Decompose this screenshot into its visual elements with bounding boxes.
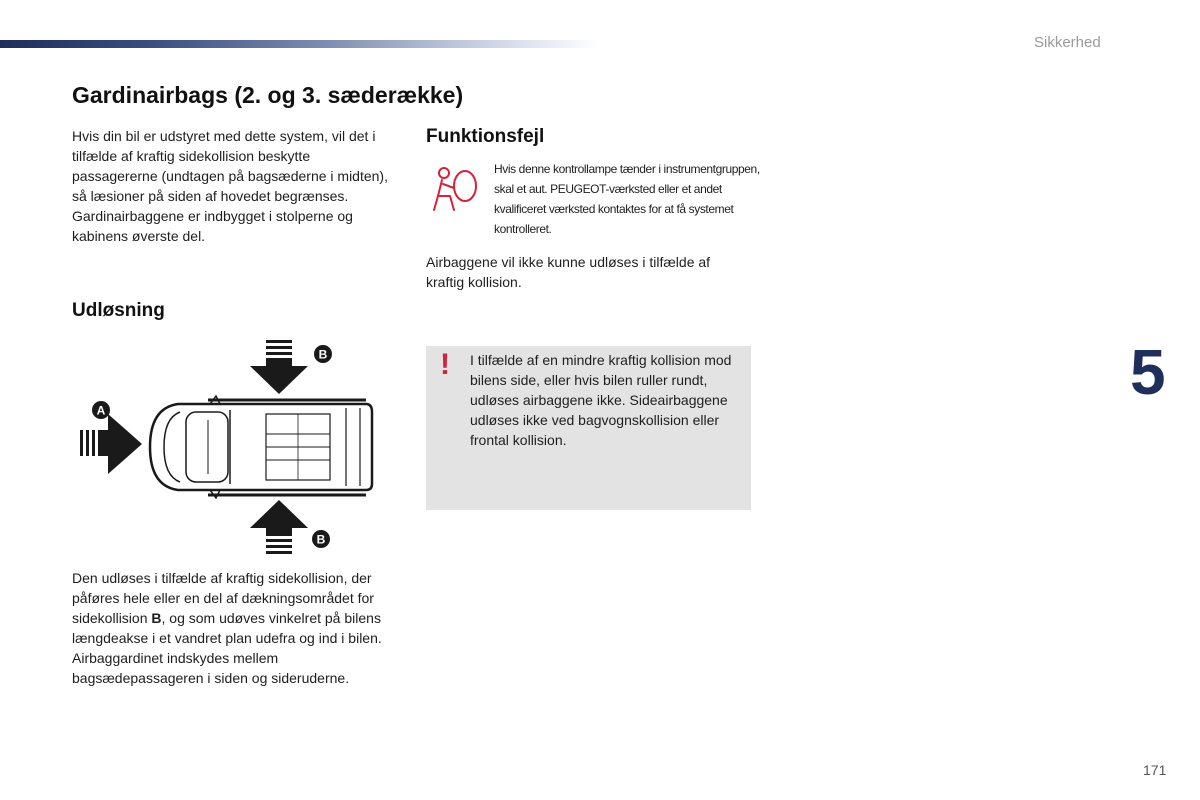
- airbag-warning-icon: [430, 166, 482, 216]
- arrow-left: [80, 414, 142, 474]
- deployment-text-b: B: [151, 610, 162, 626]
- intro-paragraph: Gardinairbaggene er indbygget i stolperne og kabinens øverste del.: [72, 208, 353, 244]
- deployment-paragraph-2: Airbaggardinet indskydes mellem bagsædepassageren i siden og sideruderne.: [72, 650, 350, 686]
- intro-text: [72, 126, 390, 246]
- deployment-text-part1: Den udløses i tilfælde af kraftig sidekollision, der påføres hele eller en del af dækningsområdet for sidekollision: [72, 570, 374, 626]
- deployment-heading: Udløsning: [72, 300, 165, 321]
- label-b-bottom: B: [316, 532, 326, 547]
- page-title: Gardinairbags (2. og 3. sæderække): [72, 82, 464, 108]
- malfunction-text: Airbaggene vil ikke kunne udløses i tilfælde af kraftig kollision.: [426, 254, 711, 290]
- malfunction-heading: Funktionsfejl: [426, 126, 545, 147]
- warning-lamp-text: Hvis denne kontrollampe tænder i instrumentgruppen, skal et aut. PEUGEOT-værksted eller et andet kvalificeret værksted kontaktes for at få systemet kontrolleret.: [494, 162, 760, 236]
- chapter-number: 5: [1130, 336, 1166, 408]
- intro-paragraph: Hvis din bil er udstyret med dette system, vil det i tilfælde af kraftig sidekollision beskytte passagererne (undtagen på bagsæderne i midten), så læsioner på siden af hovedet begrænses.: [72, 128, 388, 204]
- deployment-text-part2: , og som udøves vinkelret på bilens længdeakse i et vandret plan udefra og ind i bilen.: [72, 610, 382, 646]
- deployment-paragraph: [72, 568, 384, 648]
- section-name: Sikkerhed: [1034, 34, 1101, 51]
- arrow-bottom: [250, 500, 308, 554]
- deployment-text: [72, 568, 384, 688]
- label-a: A: [96, 403, 106, 418]
- side-collision-diagram: [80, 338, 380, 554]
- arrow-top: [250, 340, 308, 394]
- warning-note-text: I tilfælde af en mindre kraftig kollision mod bilens side, eller hvis bilen ruller rundt, udløses airbaggene ikke. Sideairbaggene udløses ikke ved bagvognskollision eller frontal kollision.: [470, 352, 732, 448]
- exclamation-icon: !: [440, 348, 450, 381]
- label-b-top: B: [318, 347, 328, 362]
- van-top-view: [150, 396, 372, 498]
- page-number: 171: [1143, 762, 1167, 778]
- header-gradient-bar: [0, 40, 600, 48]
